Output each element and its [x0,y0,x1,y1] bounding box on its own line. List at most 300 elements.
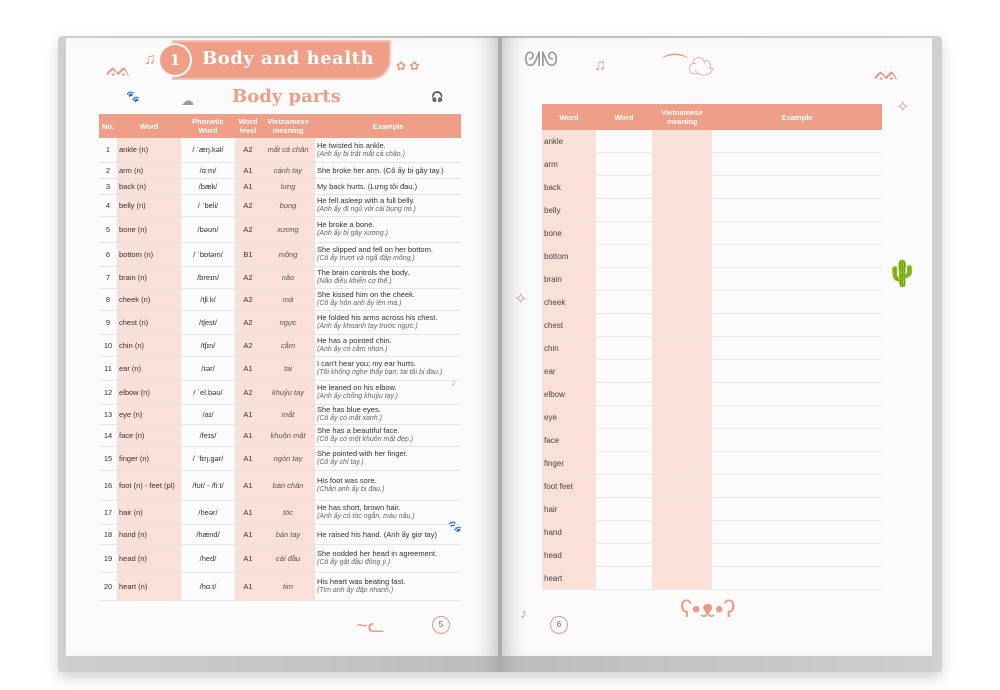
blank-word-cell[interactable] [596,406,652,429]
vocabulary-table [99,114,461,601]
level-cell: A2 [235,310,261,334]
example-english: She has a beautiful face. [317,426,400,435]
example-vietnamese: (Cô ấy gật đầu đồng ý.) [317,559,391,566]
example-vietnamese: (Anh ấy khoanh tay trước ngực.) [317,323,418,330]
example-vietnamese: (Anh ấy bị gãy xương.) [317,230,388,237]
blank-example-cell[interactable] [712,567,882,590]
row-number: 10 [99,334,117,356]
blank-word-cell[interactable] [596,475,652,498]
example-cell [315,242,461,266]
blank-word-cell[interactable] [596,199,652,222]
word-cell: arm (n) [117,162,181,178]
blank-meaning-cell[interactable] [652,544,712,567]
example-english: The brain controls the body. [317,268,410,277]
paw-print-icon: ✿ ✿ [396,59,420,73]
word-cell: elbow (n) [117,380,181,404]
table-row [542,498,882,521]
practice-word: chin [542,337,596,360]
practice-word: hand [542,521,596,544]
meaning-cell: ngón tay [261,446,315,470]
phonetic-cell: /breɪn/ [181,266,235,288]
phonetic-cell: /feɪs/ [181,424,235,446]
meaning-cell: khuỷu tay [261,380,315,404]
practice-word: cheek [542,291,596,314]
example-english: His foot was sore. [317,476,377,485]
example-english: She pointed with her finger. [317,449,408,458]
chapter-title: Body and health [202,48,375,69]
practice-word: bone [542,222,596,245]
example-cell [315,138,461,162]
blank-meaning-cell[interactable] [652,222,712,245]
example-english: He leaned on his elbow. [317,383,397,392]
table-row [99,266,461,288]
column-header: Word level [235,114,261,138]
blank-example-cell[interactable] [712,360,882,383]
example-cell [315,194,461,216]
blank-example-cell[interactable] [712,245,882,268]
practice-word: chest [542,314,596,337]
example-english: He folded his arms across his chest. [317,313,438,322]
table-row [99,500,461,524]
rainbow-doodle-icon: ⌒☁ [662,52,715,82]
example-english: He broke a bone. [317,220,375,229]
column-header: Word [542,104,596,130]
table-row [99,424,461,446]
music-note-icon: ♪ [520,605,527,621]
blank-word-cell[interactable] [596,130,652,153]
level-cell: A2 [235,194,261,216]
word-cell: face (n) [117,424,181,446]
example-english: He raised his hand. (Anh ấy giơ tay) [317,529,437,539]
blank-example-cell[interactable] [712,268,882,291]
paw-print-icon: 🐾 [448,521,462,533]
blank-meaning-cell[interactable] [652,498,712,521]
example-vietnamese: (Anh ấy đi ngủ với cái bụng no.) [317,206,416,213]
word-cell: hair (n) [117,500,181,524]
blank-meaning-cell[interactable] [652,130,712,153]
level-cell: A1 [235,424,261,446]
table-row [99,470,461,500]
blank-example-cell[interactable] [712,406,882,429]
cloud-doodle-icon: ☁ [181,93,194,108]
example-cell [315,178,461,194]
row-number: 7 [99,266,117,288]
blank-meaning-cell[interactable] [652,268,712,291]
page-number: 5 [432,616,450,634]
blank-meaning-cell[interactable] [652,199,712,222]
practice-table [542,104,882,590]
example-vietnamese: (Tôi không nghe thấy bạn; tai tôi bị đau.) [317,369,443,376]
table-row [99,380,461,404]
blank-meaning-cell[interactable] [652,153,712,176]
phonetic-cell: /bæk/ [181,178,235,194]
blank-example-cell[interactable] [712,222,882,245]
blank-meaning-cell[interactable] [652,521,712,544]
word-cell: brain (n) [117,266,181,288]
example-vietnamese: (Cô ấy có một khuôn mặt đẹp.) [317,436,414,443]
blank-word-cell[interactable] [596,498,652,521]
example-english: She nodded her head in agreement. [317,549,438,558]
meaning-cell: mắt cá chân [261,138,315,162]
example-vietnamese: (Anh ấy có cằm nhọn.) [317,346,388,353]
example-vietnamese: (Chân anh ấy bị đau.) [317,486,385,493]
blank-word-cell[interactable] [596,245,652,268]
table-row [99,524,461,544]
column-header: Phonetic Word [181,114,235,138]
practice-word: ankle [542,130,596,153]
table-row [99,404,461,424]
table-row [99,356,461,380]
blank-example-cell[interactable] [712,337,882,360]
music-note-icon: ♫ [594,57,606,74]
blank-example-cell[interactable] [712,383,882,406]
practice-word: brain [542,268,596,291]
meaning-cell: tóc [261,500,315,524]
word-cell: bone (n) [117,216,181,242]
meaning-cell: não [261,266,315,288]
row-number: 1 [99,138,117,162]
paw-print-icon: 🐾 [126,91,140,103]
practice-header-row [542,104,882,130]
table-row [542,176,882,199]
blank-example-cell[interactable] [712,291,882,314]
meaning-cell: mắt [261,404,315,424]
bunny-doodle-icon: ʕ•ᴥ•ʔ [680,596,736,623]
cat-doodle-icon: ᨐ [106,56,132,81]
blank-example-cell[interactable] [712,314,882,337]
example-english: She broke her arm. (Cô ấy bị gãy tay.) [317,165,444,175]
level-cell: A1 [235,500,261,524]
column-header: Example [712,104,882,130]
sparkle-icon: ✧ [514,291,528,308]
table-row [542,452,882,475]
word-cell: head (n) [117,544,181,572]
table-row [542,268,882,291]
blank-meaning-cell[interactable] [652,383,712,406]
table-row [542,521,882,544]
example-cell [315,310,461,334]
sparkle-icon: ✧ [896,99,910,116]
meaning-cell: bàn tay [261,524,315,544]
phonetic-cell: /tʃiːk/ [181,288,235,310]
blank-meaning-cell[interactable] [652,567,712,590]
blank-example-cell[interactable] [712,452,882,475]
practice-word: arm [542,153,596,176]
meaning-cell: bàn chân [261,470,315,500]
table-row [99,572,461,600]
page-number: 6 [550,616,568,634]
level-cell: A1 [235,404,261,424]
row-number: 14 [99,424,117,446]
table-row [99,178,461,194]
example-vietnamese: (Tim anh ấy đập nhanh.) [317,587,394,594]
practice-word: ear [542,360,596,383]
table-row [542,383,882,406]
row-number: 11 [99,356,117,380]
phonetic-cell: / ˈel.bəʊ/ [181,380,235,404]
phonetic-cell: /hænd/ [181,524,235,544]
row-number: 8 [99,288,117,310]
table-row [542,130,882,153]
meaning-cell: cái đầu [261,544,315,572]
phonetic-cell: / ˈfɪŋ.ɡər/ [181,446,235,470]
column-header: No. [99,114,117,138]
word-cell: back (n) [117,178,181,194]
word-cell: chest (n) [117,310,181,334]
word-cell: hand (n) [117,524,181,544]
practice-word: heart [542,567,596,590]
table-row [99,242,461,266]
practice-word: elbow [542,383,596,406]
level-cell: A2 [235,334,261,356]
meaning-cell: tim [261,572,315,600]
example-english: His heart was beating fast. [317,577,406,586]
blank-word-cell[interactable] [596,383,652,406]
example-vietnamese: (Anh ấy có tóc ngắn, màu nâu.) [317,513,415,520]
phonetic-cell: /ɑːm/ [181,162,235,178]
table-row [542,291,882,314]
blank-meaning-cell[interactable] [652,360,712,383]
blank-word-cell[interactable] [596,544,652,567]
table-row [99,544,461,572]
table-row [542,406,882,429]
bunny-doodle-icon: ᘛᘚ [524,49,559,71]
row-number: 17 [99,500,117,524]
table-row [542,153,882,176]
practice-word: face [542,429,596,452]
blank-meaning-cell[interactable] [652,452,712,475]
phonetic-cell: /heər/ [181,500,235,524]
example-english: He has a pointed chin. [317,336,392,345]
phonetic-cell: / ˈbeli/ [181,194,235,216]
level-cell: A1 [235,572,261,600]
example-cell [315,572,461,600]
table-row [99,288,461,310]
row-number: 2 [99,162,117,178]
right-page [502,38,932,656]
blank-example-cell[interactable] [712,153,882,176]
phonetic-cell: /aɪ/ [181,404,235,424]
table-row [99,216,461,242]
table-row [99,194,461,216]
row-number: 12 [99,380,117,404]
row-number: 20 [99,572,117,600]
column-header: Word [596,104,652,130]
example-cell [315,334,461,356]
table-row [99,162,461,178]
table-row [99,310,461,334]
blank-word-cell[interactable] [596,222,652,245]
table-row [542,337,882,360]
blank-example-cell[interactable] [712,498,882,521]
row-number: 18 [99,524,117,544]
blank-word-cell[interactable] [596,452,652,475]
blank-word-cell[interactable] [596,153,652,176]
meaning-cell: tai [261,356,315,380]
row-number: 9 [99,310,117,334]
blank-example-cell[interactable] [712,199,882,222]
column-header: Word [117,114,181,138]
word-cell: ankle (n) [117,138,181,162]
example-cell [315,500,461,524]
blank-word-cell[interactable] [596,521,652,544]
practice-word: head [542,544,596,567]
table-row [542,475,882,498]
word-cell: finger (n) [117,446,181,470]
example-vietnamese: (Cô ấy chỉ tay.) [317,459,364,466]
example-cell [315,470,461,500]
blank-word-cell[interactable] [596,268,652,291]
section-title: Body parts [232,86,341,107]
blank-meaning-cell[interactable] [652,291,712,314]
level-cell: B1 [235,242,261,266]
table-row [99,446,461,470]
example-cell [315,446,461,470]
level-cell: A2 [235,380,261,404]
blank-meaning-cell[interactable] [652,245,712,268]
row-number: 13 [99,404,117,424]
blank-example-cell[interactable] [712,176,882,199]
example-cell [315,356,461,380]
blank-example-cell[interactable] [712,475,882,498]
example-english: He twisted his ankle. [317,140,386,150]
blank-meaning-cell[interactable] [652,475,712,498]
example-cell [315,266,461,288]
meaning-cell: cằm [261,334,315,356]
table-row [542,567,882,590]
word-cell: cheek (n) [117,288,181,310]
level-cell: A2 [235,216,261,242]
blank-meaning-cell[interactable] [652,337,712,360]
example-vietnamese: (Não điều khiển cơ thể.) [317,278,392,285]
practice-word: back [542,176,596,199]
row-number: 6 [99,242,117,266]
meaning-cell: khuôn mặt [261,424,315,446]
column-header: Example [315,114,461,138]
row-number: 16 [99,470,117,500]
level-cell: A2 [235,288,261,310]
phonetic-cell: /bəʊn/ [181,216,235,242]
word-cell: ear (n) [117,356,181,380]
word-cell: foot (n) - feet (pl) [117,470,181,500]
level-cell: A1 [235,356,261,380]
meaning-cell: xương [261,216,315,242]
blank-example-cell[interactable] [712,521,882,544]
blank-word-cell[interactable] [596,360,652,383]
example-english: He has short, brown hair. [317,503,401,512]
blank-word-cell[interactable] [596,176,652,199]
blank-word-cell[interactable] [596,429,652,452]
example-english: He fell asleep with a full belly. [317,196,415,205]
level-cell: A1 [235,524,261,544]
example-cell [315,162,461,178]
example-vietnamese: (Cô ấy hôn anh ấy lên má.) [317,300,402,307]
level-cell: A1 [235,178,261,194]
word-cell: heart (n) [117,572,181,600]
example-cell [315,404,461,424]
table-row [542,245,882,268]
row-number: 4 [99,194,117,216]
level-cell: A2 [235,138,261,162]
blank-meaning-cell[interactable] [652,406,712,429]
word-cell: bottom (n) [117,242,181,266]
table-row [99,334,461,356]
example-vietnamese: (Anh ấy chống khuỷu tay.) [317,393,398,400]
table-row [542,314,882,337]
table-row [542,544,882,567]
example-english: She has blue eyes. [317,405,381,414]
column-header: Vietnamese meaning [261,114,315,138]
phonetic-cell: /ɪər/ [181,356,235,380]
column-header: Vietnamese meaning [652,104,712,130]
level-cell: A1 [235,162,261,178]
chapter-number: 1 [160,45,190,75]
level-cell: A1 [235,446,261,470]
example-cell [315,424,461,446]
practice-word: finger [542,452,596,475]
blank-meaning-cell[interactable] [652,314,712,337]
blank-word-cell[interactable] [596,291,652,314]
blank-example-cell[interactable] [712,130,882,153]
blank-example-cell[interactable] [712,544,882,567]
row-number: 19 [99,544,117,572]
row-number: 3 [99,178,117,194]
table-row [542,222,882,245]
example-english: I can't hear you; my ear hurts. [317,359,416,368]
blank-word-cell[interactable] [596,337,652,360]
cat-doodle-icon: ~ᓚ [356,615,385,637]
chapter-header [169,42,389,78]
phonetic-cell: /hed/ [181,544,235,572]
example-cell [315,377,461,404]
left-page [66,38,498,656]
music-note-icon: ♫ [144,51,156,68]
row-number: 5 [99,216,117,242]
example-cell [315,216,461,242]
cat-doodle-icon: ᨐ [874,60,900,85]
practice-word: foot feet [542,475,596,498]
example-vietnamese: (Cô ấy trượt và ngã đập mông.) [317,255,415,262]
table-row [542,429,882,452]
word-cell: eye (n) [117,404,181,424]
vocab-header-row [99,114,461,138]
example-english: She slipped and fell on her bottom. [317,245,433,254]
blank-meaning-cell[interactable] [652,176,712,199]
example-cell [315,288,461,310]
practice-word: hair [542,498,596,521]
blank-meaning-cell[interactable] [652,429,712,452]
level-cell: A1 [235,544,261,572]
example-vietnamese: (Anh ấy bị trật mắt cá chân.) [317,150,405,158]
level-cell: A1 [235,470,261,500]
phonetic-cell: /tʃɪn/ [181,334,235,356]
cactus-doodle-icon: 🌵 [886,258,919,288]
meaning-cell: ngực [261,310,315,334]
meaning-cell: má [261,288,315,310]
example-english: My back hurts. (Lưng tôi đau.) [317,181,418,191]
headphones-icon: ♪ [451,377,457,389]
practice-word: belly [542,199,596,222]
phonetic-cell: /hɑːt/ [181,572,235,600]
blank-word-cell[interactable] [596,314,652,337]
blank-word-cell[interactable] [596,567,652,590]
phonetic-cell: /fʊt/ - /fiːt/ [181,470,235,500]
level-cell: A2 [235,266,261,288]
blank-example-cell[interactable] [712,429,882,452]
phonetic-cell: / ˈæŋ.kəl/ [181,138,235,162]
meaning-cell: cánh tay [261,162,315,178]
example-english: She kissed him on the cheek. [317,290,415,299]
